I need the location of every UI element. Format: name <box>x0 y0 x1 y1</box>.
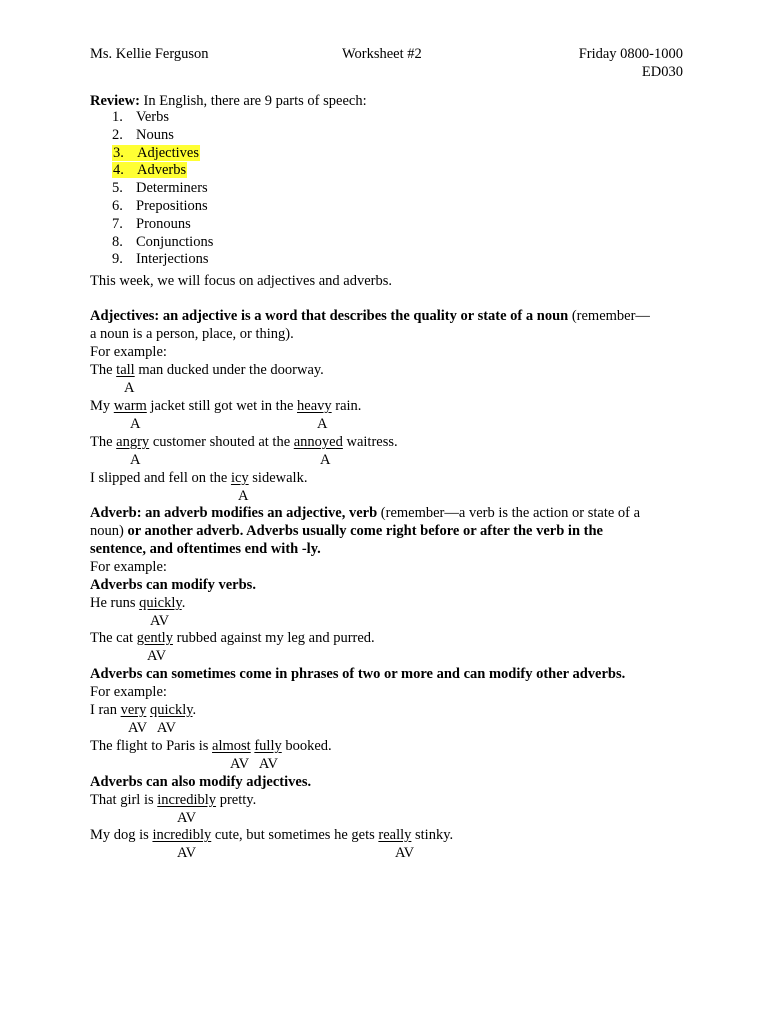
adjective-marker: A <box>130 452 141 468</box>
list-item: 6. Prepositions <box>112 197 208 214</box>
list-item: 3. Adjectives <box>113 144 200 161</box>
adverb-example-6: My dog is incredibly cute, but sometimes he gets really stinky. <box>90 827 454 843</box>
subheading-phrases: Adverbs can sometimes come in phrases of two or more and can modify other adverbs. <box>90 666 626 682</box>
adverb-example-4: The flight to Paris is almost fully booked. <box>90 738 332 754</box>
adverb-example-2: The cat gently rubbed against my leg and purred. <box>90 630 375 646</box>
adverb-example-3: I ran very quickly. <box>90 702 197 718</box>
class-schedule: Friday 0800-1000 <box>578 46 683 62</box>
adverb-marker: AV <box>177 810 197 826</box>
for-example: For example: <box>90 684 167 700</box>
adjective-example-2: My warm jacket still got wet in the heavy rain. <box>90 398 362 414</box>
adverb-marker: AV <box>395 845 415 861</box>
adverb-marker: AV <box>150 613 170 629</box>
focus-statement: This week, we will focus on adjectives and adverbs. <box>90 273 392 289</box>
parts-of-speech-list <box>112 109 213 269</box>
adjective-marker: A <box>238 488 249 504</box>
worksheet-title: Worksheet #2 <box>342 46 422 62</box>
adjective-marker: A <box>124 380 135 396</box>
list-item: 4. Adverbs <box>113 162 187 179</box>
adjective-marker: A <box>320 452 331 468</box>
adverb-markers: AV AV <box>128 720 176 736</box>
subheading-modify-adjectives: Adverbs can also modify adjectives. <box>90 774 312 790</box>
subheading-modify-verbs: Adverbs can modify verbs. <box>90 577 256 593</box>
adverb-markers: AV AV <box>230 756 278 772</box>
list-item: 9. Interjections <box>112 251 209 268</box>
adverb-example-1: He runs quickly. <box>90 595 186 611</box>
review-label: Review: <box>90 93 140 109</box>
adjective-marker: A <box>130 416 141 432</box>
list-item: 2. Nouns <box>112 126 174 143</box>
adverb-marker: AV <box>177 845 197 861</box>
adverb-definition-line3: sentence, and oftentimes end with -ly. <box>90 541 321 557</box>
review-intro: Review: In English, there are 9 parts of speech: <box>90 93 367 109</box>
adjective-example-4: I slipped and fell on the icy sidewalk. <box>90 470 308 486</box>
adverb-example-5: That girl is incredibly pretty. <box>90 792 257 808</box>
for-example: For example: <box>90 344 167 360</box>
list-item: 7. Pronouns <box>112 215 191 232</box>
for-example: For example: <box>90 559 167 575</box>
list-item: 5. Determiners <box>112 180 208 197</box>
adjective-example-3: The angry customer shouted at the annoyed waitress. <box>90 434 398 450</box>
teacher-name: Ms. Kellie Ferguson <box>90 46 209 62</box>
adjective-example-1: The tall man ducked under the doorway. <box>90 362 324 378</box>
room-number: ED030 <box>641 64 683 80</box>
adjective-marker: A <box>317 416 328 432</box>
adverb-definition: Adverb: an adverb modifies an adjective, verb (remember—a verb is the action or state of a <box>90 505 641 521</box>
adverb-definition-line2: noun) or another adverb. Adverbs usually come right before or after the verb in the <box>90 523 603 539</box>
adjective-definition: Adjectives: an adjective is a word that describes the quality or state of a noun (remember— <box>90 308 650 324</box>
list-item: 1. Verbs <box>112 109 170 125</box>
list-item: 8. Conjunctions <box>112 233 214 250</box>
adverb-marker: AV <box>147 648 167 664</box>
adjective-definition-line2: a noun is a person, place, or thing). <box>90 326 294 342</box>
